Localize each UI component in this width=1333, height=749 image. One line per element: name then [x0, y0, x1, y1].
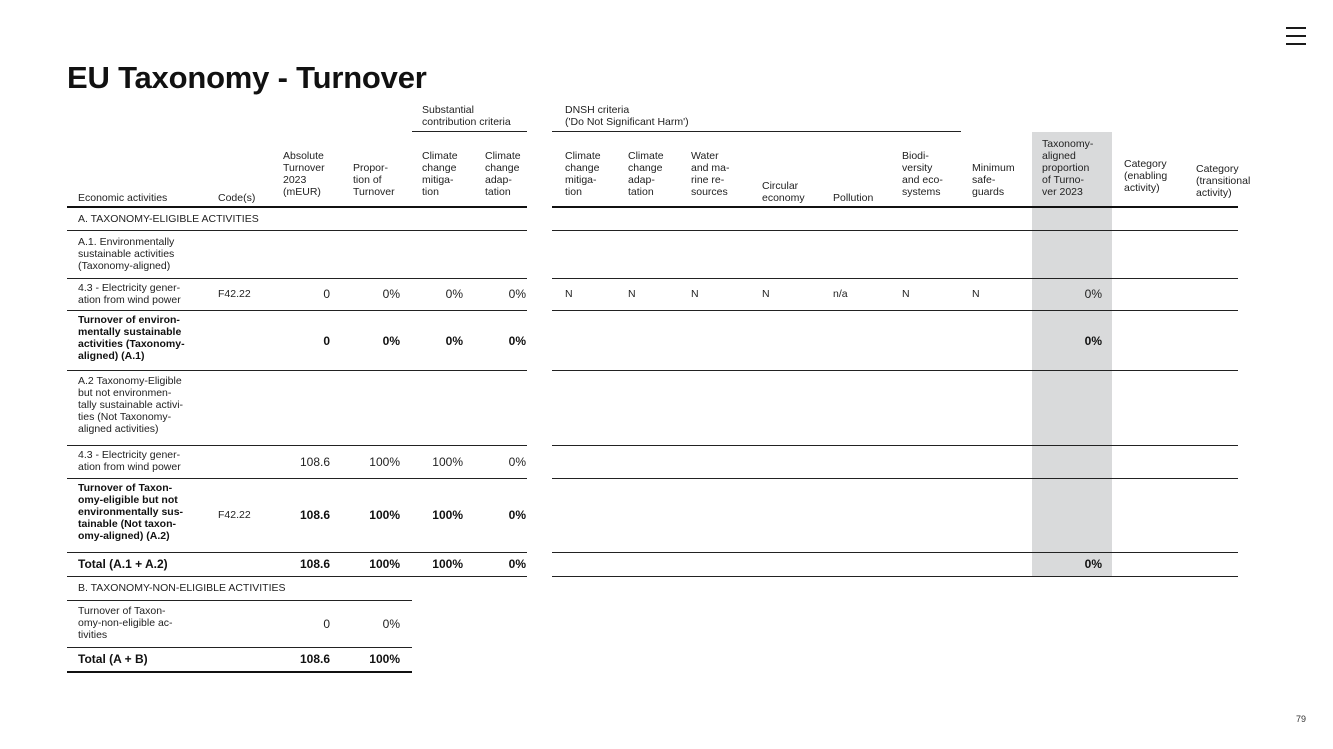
header-codes: Code(s)	[218, 192, 256, 204]
section-b-line	[67, 600, 412, 601]
row-total-ab-turnover: 108.6	[299, 652, 330, 666]
row-a2-total-label: Turnover of Taxon- omy-eligible but not environmentally sus- tainable (Not taxon- omy-aligned) (A.2)	[78, 482, 184, 542]
row-b-line	[67, 647, 412, 648]
row-a1-total-label: Turnover of environ- mentally sustainable activities (Taxonomy- aligned) (A.1)	[78, 314, 185, 362]
row-a2-total-proportion: 100%	[369, 508, 400, 522]
row-total-a-aligned: 0%	[1084, 557, 1102, 571]
header-economic-activities: Economic activities	[78, 192, 168, 204]
row-a2-activity-turnover: 108.6	[299, 455, 330, 469]
header-group-dnsh: DNSH criteria ('Do Not Significant Harm')	[565, 104, 689, 128]
row-a1-total-sc-mitigation: 0%	[445, 334, 463, 348]
header-category-enabling: Category (enabling activity)	[1124, 158, 1168, 194]
section-a-line-right	[552, 230, 1238, 231]
section-a2-label: A.2 Taxonomy-Eligible but not environmen- tally sustainable activi- ties (Not Taxonomy- aligned activities)	[78, 375, 184, 435]
group-line-dnsh	[552, 131, 961, 132]
row-a2-activity-sc-mitigation: 100%	[432, 455, 463, 469]
row-a1-activity-turnover: 0	[323, 287, 330, 301]
row-a1-dnsh-adaptation: N	[628, 288, 636, 300]
section-a2-line-right	[552, 445, 1238, 446]
row-total-a-sc-adaptation: 0%	[508, 557, 526, 571]
header-group-substantial: Substantial contribution criteria	[422, 104, 511, 128]
section-a2-line-left	[67, 445, 527, 446]
header-water: Water and ma- rine re- sources	[691, 150, 730, 198]
section-b-label: B. TAXONOMY-NON-ELIGIBLE ACTIVITIES	[78, 582, 286, 594]
row-a1-activity-sc-mitigation: 0%	[445, 287, 463, 301]
row-a1-safeguards: N	[972, 288, 980, 300]
section-a1-label: A.1. Environmentally sustainable activities (Taxonomy-aligned)	[78, 236, 175, 272]
row-total-a-sc-mitigation: 100%	[432, 557, 463, 571]
row-a1-line-right	[552, 310, 1238, 311]
row-a1-activity-code: F42.22	[218, 288, 251, 300]
row-a1-total-aligned: 0%	[1084, 334, 1102, 348]
row-total-a-line-left	[67, 576, 527, 577]
row-b-proportion: 0%	[382, 617, 400, 631]
row-a2-activity-proportion: 100%	[369, 455, 400, 469]
aligned-column-shade	[1032, 132, 1112, 576]
row-total-a-label: Total (A.1 + A.2)	[78, 557, 168, 571]
header-safeguards: Minimum safe- guards	[972, 162, 1015, 198]
header-sc-adaptation: Climate change adap- tation	[485, 150, 521, 198]
header-sc-mitigation: Climate change mitiga- tion	[422, 150, 458, 198]
row-a2-total-turnover: 108.6	[299, 508, 330, 522]
row-b-turnover: 0	[323, 617, 330, 631]
row-total-ab-label: Total (A + B)	[78, 652, 148, 666]
header-rule-right	[552, 206, 1238, 208]
row-a2-activity-label: 4.3 - Electricity gener- ation from wind power	[78, 449, 181, 473]
header-pollution: Pollution	[833, 192, 874, 204]
page-title: EU Taxonomy - Turnover	[67, 60, 427, 95]
row-a1-water: N	[691, 288, 699, 300]
row-a1-total-line-left	[67, 370, 527, 371]
section-a1-line-left	[67, 278, 527, 279]
row-a1-circular: N	[762, 288, 770, 300]
section-a-label: A. TAXONOMY-ELIGIBLE ACTIVITIES	[78, 213, 259, 225]
header-aligned-proportion: Taxonomy- aligned proportion of Turno- ver 2023	[1042, 138, 1094, 198]
row-a1-activity-sc-adaptation: 0%	[508, 287, 526, 301]
row-a1-total-turnover: 0	[323, 334, 330, 348]
header-proportion: Propor- tion of Turnover	[353, 162, 395, 198]
row-b-label: Turnover of Taxon- omy-non-eligible ac- tivities	[78, 605, 173, 641]
header-rule-left	[67, 206, 527, 208]
menu-icon[interactable]	[1286, 27, 1306, 45]
row-a2-total-sc-mitigation: 100%	[432, 508, 463, 522]
row-a2-total-code: F42.22	[218, 509, 251, 521]
header-absolute-turnover: Absolute Turnover 2023 (mEUR)	[283, 150, 325, 198]
header-biodiversity: Biodi- versity and eco- systems	[902, 150, 943, 198]
row-total-ab-line	[67, 671, 412, 673]
header-dnsh-mitigation: Climate change mitiga- tion	[565, 150, 601, 198]
row-a2-line-right	[552, 478, 1238, 479]
row-a1-pollution: n/a	[833, 288, 848, 300]
row-total-a-turnover: 108.6	[299, 557, 330, 571]
row-a1-activity-proportion: 0%	[382, 287, 400, 301]
row-total-ab-proportion: 100%	[369, 652, 400, 666]
row-a1-total-sc-adaptation: 0%	[508, 334, 526, 348]
header-category-transitional: Category (transitional activity)	[1196, 163, 1251, 199]
section-a-line-left	[67, 230, 527, 231]
row-a2-total-sc-adaptation: 0%	[508, 508, 526, 522]
row-a2-total-line-right	[552, 552, 1238, 553]
header-circular: Circular economy	[762, 180, 805, 204]
row-a1-line-left	[67, 310, 527, 311]
section-a1-line-right	[552, 278, 1238, 279]
row-a1-total-line-right	[552, 370, 1238, 371]
row-a1-activity-label: 4.3 - Electricity gener- ation from wind power	[78, 282, 181, 306]
row-a1-biodiversity: N	[902, 288, 910, 300]
row-a2-activity-sc-adaptation: 0%	[508, 455, 526, 469]
row-a2-line-left	[67, 478, 527, 479]
row-total-a-proportion: 100%	[369, 557, 400, 571]
row-a2-total-line-left	[67, 552, 527, 553]
page-number: 79	[1295, 714, 1306, 724]
row-total-a-line-right	[552, 576, 1238, 577]
row-a1-aligned: 0%	[1084, 287, 1102, 301]
row-a1-total-proportion: 0%	[382, 334, 400, 348]
group-line-substantial	[412, 131, 527, 132]
header-dnsh-adaptation: Climate change adap- tation	[628, 150, 664, 198]
row-a1-dnsh-mitigation: N	[565, 288, 573, 300]
